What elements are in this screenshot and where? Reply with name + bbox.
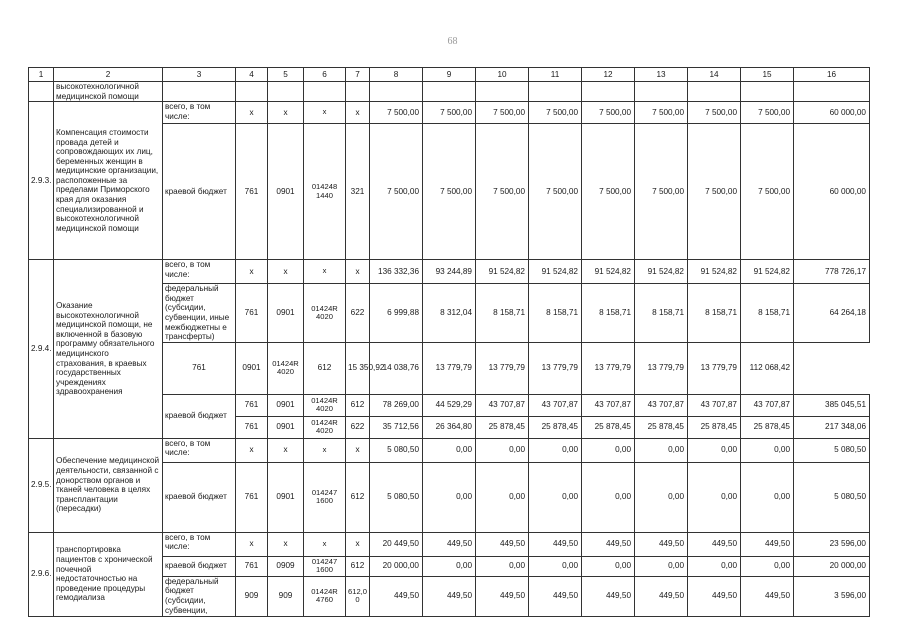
cell-value: 43 707,87 (529, 394, 582, 416)
page-number: 68 (447, 36, 458, 47)
empty-cell (635, 82, 688, 102)
empty-cell (304, 82, 346, 102)
cell-c5: 0909 (268, 556, 304, 576)
cell-value: 0,00 (688, 438, 741, 462)
cell-value: 91 524,82 (582, 260, 635, 284)
cell-value: 8 158,71 (582, 284, 635, 343)
cell-code: 2.9.5. (29, 438, 54, 532)
cell-value: 112 068,42 (741, 342, 794, 394)
empty-cell (688, 82, 741, 102)
empty-cell (741, 82, 794, 102)
cell-c4: x (236, 532, 268, 556)
cell-c5: x (268, 102, 304, 124)
cell-value: 60 000,00 (794, 124, 870, 260)
cell-c6: 014248 1440 (304, 124, 346, 260)
column-header: 3 (163, 68, 236, 82)
cell-c5: x (268, 438, 304, 462)
cell-value: 449,50 (476, 532, 529, 556)
cell-name: Компенсация стоимости провада детей и сопровождающих их лиц, беременных женщин в медицинские организации, распопоженные за пределами Приморского края для оказания специализированной и высокотехнологичной медицинской помощи (54, 102, 163, 260)
cell-value: 14 038,76 (370, 342, 423, 394)
table-body (29, 68, 870, 617)
cell-value: 8 158,71 (476, 284, 529, 343)
cell-c6: 01424R 4020 (304, 284, 346, 343)
empty-cell (476, 82, 529, 102)
cell-value: 0,00 (635, 556, 688, 576)
cell-value: 5 080,50 (794, 462, 870, 532)
cell-value: 13 779,79 (635, 342, 688, 394)
cell-code: 2.9.4. (29, 260, 54, 439)
cell-value: 0,00 (423, 438, 476, 462)
cell-value: 5 080,50 (370, 462, 423, 532)
cell-c6: 014247 1600 (304, 462, 346, 532)
cell-value: 0,00 (741, 556, 794, 576)
cell-source: краевой бюджет (163, 124, 236, 260)
cell-value: 8 158,71 (688, 284, 741, 343)
cell-value: 7 500,00 (476, 102, 529, 124)
cell-value: 449,50 (582, 576, 635, 616)
column-header: 14 (688, 68, 741, 82)
cell-value: 13 779,79 (582, 342, 635, 394)
empty-cell (346, 82, 370, 102)
cell-value: 25 878,45 (688, 416, 741, 438)
cell-value: 0,00 (582, 438, 635, 462)
cell-value: 0,00 (688, 556, 741, 576)
cell-value: 26 364,80 (423, 416, 476, 438)
cell-value: 0,00 (635, 438, 688, 462)
cell-c6: x (304, 438, 346, 462)
cell-value: 7 500,00 (635, 124, 688, 260)
cell-source: федеральный бюджет (субсидии, субвенции, (163, 576, 236, 616)
cell-value: 136 332,36 (370, 260, 423, 284)
cell-source: краевой бюджет (163, 394, 236, 438)
cell-value: 449,50 (582, 532, 635, 556)
cell-value: 25 878,45 (529, 416, 582, 438)
cell-name: транспортировка пациентов с хронической почечной недостаточностью на проведение процедуры гемодиализа (54, 532, 163, 616)
cell-value: 449,50 (529, 576, 582, 616)
cell-value: 385 045,51 (794, 394, 870, 416)
cell-c5: 0901 (268, 416, 304, 438)
cell-value: 0,00 (529, 462, 582, 532)
cell-value: 7 500,00 (476, 124, 529, 260)
cell-value: 0,00 (582, 462, 635, 532)
cell-value: 8 158,71 (741, 284, 794, 343)
cell-value: 13 779,79 (688, 342, 741, 394)
cell-value: 8 158,71 (529, 284, 582, 343)
column-header: 11 (529, 68, 582, 82)
cell-value: 449,50 (635, 576, 688, 616)
cell-value: 5 080,50 (794, 438, 870, 462)
cell-value: 78 269,00 (370, 394, 423, 416)
cell-c7: 612 (346, 462, 370, 532)
cell-c6: 01424R 4020 (304, 416, 346, 438)
cell-value: 0,00 (741, 462, 794, 532)
column-header: 2 (54, 68, 163, 82)
cell-value: 25 878,45 (582, 416, 635, 438)
empty-cell (423, 82, 476, 102)
cell-value: 91 524,82 (688, 260, 741, 284)
cell-c5: 0901 (268, 394, 304, 416)
cell-value: 91 524,82 (741, 260, 794, 284)
cell-c4: 761 (236, 284, 268, 343)
cell-value: 43 707,87 (476, 394, 529, 416)
cell-value: 7 500,00 (370, 102, 423, 124)
cell-value: 15 350,92 (346, 342, 370, 394)
empty-cell (163, 82, 236, 102)
cell-value: 217 348,06 (794, 416, 870, 438)
cell-code: 2.9.6. (29, 532, 54, 616)
cell-value: 91 524,82 (476, 260, 529, 284)
cell-value: 0,00 (529, 556, 582, 576)
column-header: 7 (346, 68, 370, 82)
cell-value: 0,00 (529, 438, 582, 462)
cell-value: 8 158,71 (635, 284, 688, 343)
cell-value: 449,50 (688, 532, 741, 556)
cell-value: 0,00 (423, 462, 476, 532)
cell-value: 778 726,17 (794, 260, 870, 284)
cell-c4: 909 (236, 576, 268, 616)
cell-c5: 0901 (268, 462, 304, 532)
cell-c4: 761 (163, 342, 236, 394)
cell-value: 44 529,29 (423, 394, 476, 416)
cell-value: 13 779,79 (476, 342, 529, 394)
cell-value: 8 312,04 (423, 284, 476, 343)
column-header: 8 (370, 68, 423, 82)
empty-cell (582, 82, 635, 102)
cell-name: Обеспечение медицинской деятельности, связанной с донорством органов и тканей человека в целях трансплантации (пересадки) (54, 438, 163, 532)
empty-cell (236, 82, 268, 102)
cell-value: 7 500,00 (529, 124, 582, 260)
cell-c4: 761 (236, 462, 268, 532)
cell-value: 64 264,18 (794, 284, 870, 343)
cell-value: 0,00 (476, 556, 529, 576)
cell-value: 20 000,00 (370, 556, 423, 576)
cell-source: всего, в том числе: (163, 102, 236, 124)
cell-c6: 014247 1600 (304, 556, 346, 576)
cell-c6: x (304, 260, 346, 284)
cell-value: 449,50 (688, 576, 741, 616)
cell-value: 7 500,00 (688, 124, 741, 260)
cell-value: 60 000,00 (794, 102, 870, 124)
cell-value: 7 500,00 (635, 102, 688, 124)
cell-value: 93 244,89 (423, 260, 476, 284)
cell-c6: x (304, 102, 346, 124)
column-header: 4 (236, 68, 268, 82)
cell-value: 0,00 (476, 462, 529, 532)
cell-c7: x (346, 438, 370, 462)
column-header: 15 (741, 68, 794, 82)
cell-c7: x (346, 102, 370, 124)
cell-c7: 622 (346, 416, 370, 438)
column-header: 16 (794, 68, 870, 82)
cell-c4: x (236, 260, 268, 284)
cell-value: 43 707,87 (635, 394, 688, 416)
cell-c5: 0901 (268, 124, 304, 260)
column-header: 13 (635, 68, 688, 82)
cell-value: 25 878,45 (635, 416, 688, 438)
cell-c4: 761 (236, 416, 268, 438)
cell-value: 91 524,82 (529, 260, 582, 284)
header-row (29, 68, 870, 82)
cell-value: 23 596,00 (794, 532, 870, 556)
cell-value: 0,00 (476, 438, 529, 462)
cell-value: 43 707,87 (582, 394, 635, 416)
table-row (29, 82, 870, 102)
cell-value: 0,00 (741, 438, 794, 462)
column-header: 10 (476, 68, 529, 82)
cell-source: всего, в том числе: (163, 260, 236, 284)
cell-value: 449,50 (476, 576, 529, 616)
cell-value: 0,00 (688, 462, 741, 532)
cell-value: 5 080,50 (370, 438, 423, 462)
cell-value: 7 500,00 (423, 124, 476, 260)
cell-name: Оказание высокотехнологичной медицинской помощи, не включенной в базовую программу обязательного медицинского страхования, в краевых государственных учреждениях здравоохранения (54, 260, 163, 439)
cell-source: краевой бюджет (163, 462, 236, 532)
cell-value: 20 000,00 (794, 556, 870, 576)
cell-c6: x (304, 532, 346, 556)
cell-code (29, 82, 54, 102)
cell-value: 13 779,79 (423, 342, 476, 394)
column-header: 1 (29, 68, 54, 82)
cell-value: 449,50 (423, 532, 476, 556)
cell-c5: x (268, 260, 304, 284)
table-row (29, 438, 870, 462)
cell-value: 0,00 (582, 556, 635, 576)
cell-c7: 622 (346, 284, 370, 343)
cell-c7: x (346, 532, 370, 556)
cell-c4: x (236, 438, 268, 462)
empty-cell (794, 82, 870, 102)
empty-cell (529, 82, 582, 102)
cell-c7: x (346, 260, 370, 284)
cell-value: 7 500,00 (741, 124, 794, 260)
cell-c4: x (236, 102, 268, 124)
cell-c5: 909 (268, 576, 304, 616)
cell-c4: 761 (236, 556, 268, 576)
cell-c5: x (268, 532, 304, 556)
cell-value: 7 500,00 (582, 124, 635, 260)
cell-value: 7 500,00 (370, 124, 423, 260)
table-row (29, 260, 870, 284)
cell-source: всего, в том числе: (163, 438, 236, 462)
cell-value: 43 707,87 (741, 394, 794, 416)
cell-name: высокотехнологичной медицинской помощи (54, 82, 163, 102)
cell-value: 7 500,00 (741, 102, 794, 124)
cell-c7: 612 (346, 394, 370, 416)
empty-cell (370, 82, 423, 102)
cell-c4: 761 (236, 394, 268, 416)
cell-value: 25 878,45 (476, 416, 529, 438)
cell-value: 449,50 (635, 532, 688, 556)
cell-c7: 612,0 0 (346, 576, 370, 616)
cell-c4: 761 (236, 124, 268, 260)
cell-value: 13 779,79 (529, 342, 582, 394)
cell-value: 449,50 (741, 532, 794, 556)
cell-c7: 321 (346, 124, 370, 260)
column-header: 6 (304, 68, 346, 82)
empty-cell (268, 82, 304, 102)
cell-source: всего, в том числе: (163, 532, 236, 556)
column-header: 5 (268, 68, 304, 82)
cell-source: краевой бюджет (163, 556, 236, 576)
budget-table (28, 67, 870, 617)
cell-c6: 01424R 4020 (304, 394, 346, 416)
cell-value: 7 500,00 (529, 102, 582, 124)
cell-value: 43 707,87 (688, 394, 741, 416)
cell-c5: 0901 (268, 284, 304, 343)
cell-c7: 612 (304, 342, 346, 394)
column-header: 9 (423, 68, 476, 82)
cell-value: 6 999,88 (370, 284, 423, 343)
cell-c7: 612 (346, 556, 370, 576)
cell-c5: 0901 (236, 342, 268, 394)
table-row (29, 102, 870, 124)
cell-value: 449,50 (529, 532, 582, 556)
cell-value: 0,00 (423, 556, 476, 576)
cell-value: 7 500,00 (688, 102, 741, 124)
column-header: 12 (582, 68, 635, 82)
cell-source: федеральный бюджет (субсидии, субвенции, иные межбюджетны е трансферты) (163, 284, 236, 343)
cell-value: 449,50 (741, 576, 794, 616)
cell-value: 7 500,00 (582, 102, 635, 124)
table-row (29, 532, 870, 556)
cell-value: 3 596,00 (794, 576, 870, 616)
cell-c6: 01424R 4020 (268, 342, 304, 394)
cell-value: 91 524,82 (635, 260, 688, 284)
cell-value: 20 449,50 (370, 532, 423, 556)
cell-c6: 01424R 4760 (304, 576, 346, 616)
cell-value: 25 878,45 (741, 416, 794, 438)
cell-value: 0,00 (635, 462, 688, 532)
cell-value: 35 712,56 (370, 416, 423, 438)
cell-value: 449,50 (423, 576, 476, 616)
cell-code: 2.9.3. (29, 102, 54, 260)
cell-value: 449,50 (370, 576, 423, 616)
cell-value: 7 500,00 (423, 102, 476, 124)
